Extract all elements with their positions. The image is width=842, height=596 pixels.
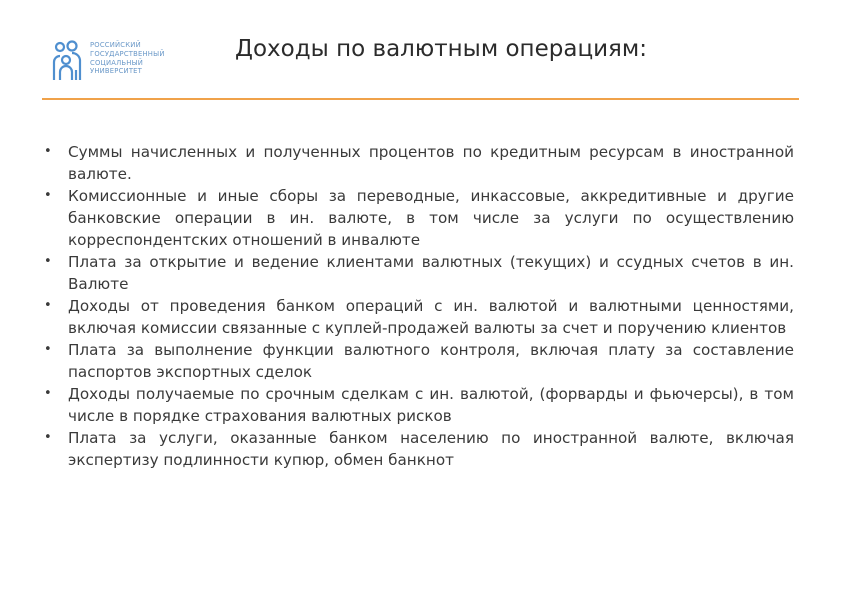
list-item-text: Плата за услуги, оказанные банком населению по иностранной валюте, включая экспертизу подлинности купюр, обмен банкнот (68, 429, 794, 469)
list-item (42, 251, 794, 295)
bullet-icon: • (44, 188, 52, 203)
list-item (42, 141, 794, 185)
title-divider (42, 98, 799, 100)
list-item-text: Плата за выполнение функции валютного контроля, включая плату за составление паспортов экспортных сделок (68, 341, 794, 381)
list-item (42, 339, 794, 383)
list-item-text: Плата за открытие и ведение клиентами валютных (текущих) и ссудных счетов в ин. Валюте (68, 253, 794, 293)
logo-line: РОССИЙСКИЙ (90, 41, 141, 49)
list-item (42, 295, 794, 339)
bullet-icon: • (44, 144, 52, 159)
list-item (42, 185, 794, 251)
logo-line: ГОСУДАРСТВЕННЫЙ (90, 49, 165, 58)
bullet-icon: • (44, 254, 52, 269)
university-logo (52, 40, 202, 86)
bullet-icon: • (44, 298, 52, 313)
logo-text (90, 41, 165, 76)
list-item-text: Суммы начисленных и полученных процентов по кредитным ресурсам в иностранной валюте. (68, 143, 794, 183)
list-item-text: Доходы получаемые по срочным сделкам с ин. валютой, (форварды и фьючерсы), в том числе в порядке страхования валютных рисков (68, 385, 794, 425)
page-title: Доходы по валютным операциям: (235, 36, 647, 62)
bullet-list (42, 141, 794, 471)
people-group-icon (52, 40, 88, 84)
list-item-text: Доходы от проведения банком операций с ин. валютой и валютными ценностями, включая комиссии связанные с куплей-продажей валюты за счет и поручению клиентов (68, 297, 794, 337)
logo-line: СОЦИАЛЬНЫЙ (90, 58, 144, 67)
logo-line: УНИВЕРСИТЕТ (90, 67, 143, 76)
list-item (42, 427, 794, 471)
bullet-icon: • (44, 342, 52, 357)
bullet-icon: • (44, 430, 52, 445)
bullet-icon: • (44, 386, 52, 401)
list-item-text: Комиссионные и иные сборы за переводные, инкассовые, аккредитивные и другие банковские операции в ин. валюте, в том числе за услуги по осуществлению корреспондентских отношений в инвалюте (68, 187, 794, 249)
list-item (42, 383, 794, 427)
